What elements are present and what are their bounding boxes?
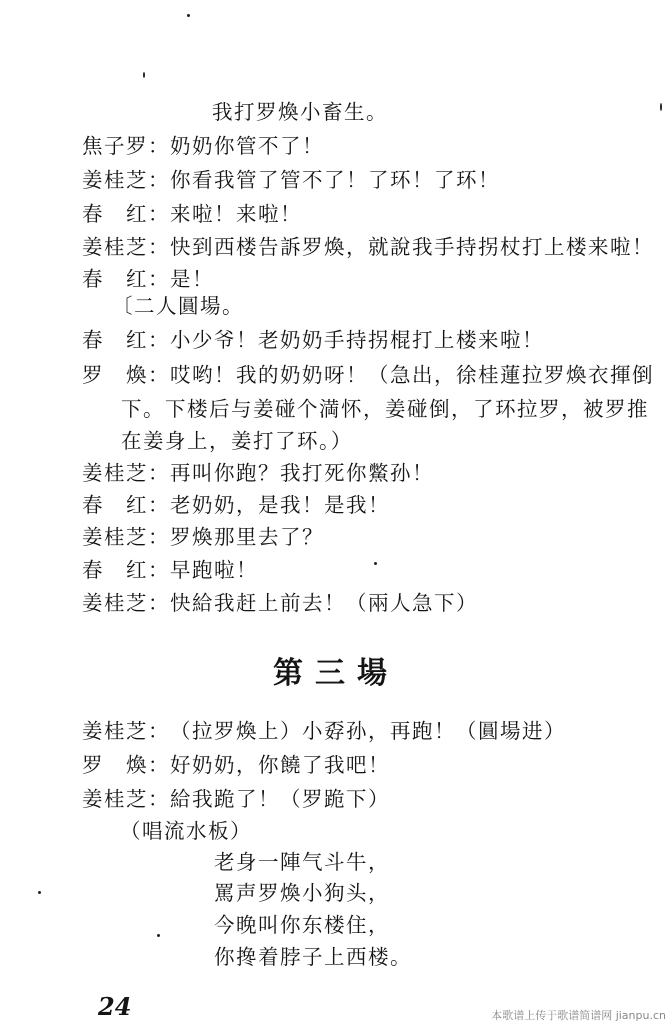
speaker-label: 焦子罗： (82, 134, 170, 158)
dialogue-text: 再叫你跑？我打死你鱉孙！ (170, 461, 434, 485)
speaker-label: 姜桂芝： (82, 168, 170, 192)
speaker-label: 姜桂芝： (82, 525, 170, 549)
dialogue-line (82, 718, 566, 744)
dialogue-text: 老奶奶，是我！是我！ (170, 493, 390, 517)
dialogue-text: 罵声罗煥小狗头， (214, 881, 390, 905)
dialogue-text: 快給我赶上前去！（兩人急下） (170, 591, 478, 615)
speaker-label: 春 红： (82, 493, 170, 517)
scene-title: 第三場 (273, 656, 399, 691)
dialogue-text: （拉罗煥上）小孬孙，再跑！（圓場进） (170, 719, 566, 743)
speaker-label: 罗 煥： (82, 363, 170, 387)
singing-direction (120, 818, 252, 844)
dialogue-text: 給我跪了！（罗跪下） (170, 787, 390, 811)
page-number: 24 (98, 992, 132, 1021)
dialogue-text: 来啦！来啦！ (170, 202, 302, 226)
dialogue-text: 快到西楼告訴罗煥，就說我手持拐杖打上楼来啦！ (170, 235, 654, 259)
dialogue-text: 哎哟！我的奶奶呀！（急出，徐桂蓮拉罗煥衣揮倒 (170, 363, 654, 387)
dialogue-line (82, 327, 544, 353)
scan-speck (143, 72, 145, 78)
dialogue-line (82, 524, 324, 550)
dialogue-line (82, 590, 478, 616)
speaker-label: 姜桂芝： (82, 461, 170, 485)
dialogue-text: 下。下楼后与姜碰个満怀，姜碰倒，了环拉罗，被罗推 (121, 397, 649, 421)
speaker-label: 姜桂芝： (82, 719, 170, 743)
dialogue-line (82, 362, 654, 388)
dialogue-line (82, 167, 500, 193)
dialogue-line (82, 201, 302, 227)
dialogue-text: 你搀着脖子上西楼。 (214, 945, 412, 969)
verse-line (214, 912, 390, 938)
verse-line (214, 944, 412, 970)
speaker-label: 春 红： (82, 202, 170, 226)
speaker-label: 春 红： (82, 267, 170, 291)
dialogue-line (82, 786, 390, 812)
dialogue-line (82, 133, 324, 159)
dialogue-line (82, 266, 214, 292)
dialogue-continuation (121, 396, 649, 422)
dialogue-text: 罗煥那里去了？ (170, 525, 324, 549)
dialogue-text: 好奶奶，你饒了我吧！ (170, 753, 390, 777)
scan-speck (157, 934, 160, 937)
speaker-label: 姜桂芝： (82, 591, 170, 615)
speaker-label: 罗 煥： (82, 753, 170, 777)
speaker-label: 春 红： (82, 558, 170, 582)
dialogue-text: 〔二人圓場。 (112, 294, 244, 318)
scan-speck (374, 562, 377, 565)
dialogue-text: 我打罗煥小畜生。 (212, 100, 388, 124)
dialogue-text: 在姜身上，姜打了环。） (121, 429, 353, 453)
stage-direction (112, 293, 244, 319)
dialogue-text: 早跑啦！ (170, 558, 258, 582)
dialogue-text: 今晚叫你东楼住， (214, 913, 390, 937)
dialogue-line (82, 752, 390, 778)
scan-speck (660, 103, 662, 111)
dialogue-line (82, 557, 258, 583)
dialogue-text: 奶奶你管不了！ (170, 134, 324, 158)
verse-line (214, 849, 390, 875)
dialogue-text: （唱流水板） (120, 819, 252, 843)
dialogue-text: 小少爷！老奶奶手持拐棍打上楼来啦！ (170, 328, 544, 352)
verse-line (214, 880, 390, 906)
dialogue-line (82, 234, 654, 260)
scan-speck (38, 891, 41, 894)
dialogue-line (212, 99, 388, 125)
dialogue-text: 你看我管了管不了！了环！了环！ (170, 168, 500, 192)
speaker-label: 姜桂芝： (82, 235, 170, 259)
dialogue-continuation (121, 428, 353, 454)
speaker-label: 姜桂芝： (82, 787, 170, 811)
scan-speck (187, 14, 190, 17)
dialogue-text: 老身一陣气斗牛， (214, 850, 390, 874)
footer-watermark: 本歌谱上传于歌谱简谱网 jianpu.cn (491, 1009, 666, 1022)
dialogue-line (82, 492, 390, 518)
speaker-label: 春 红： (82, 328, 170, 352)
dialogue-text: 是！ (170, 267, 214, 291)
dialogue-line (82, 460, 434, 486)
